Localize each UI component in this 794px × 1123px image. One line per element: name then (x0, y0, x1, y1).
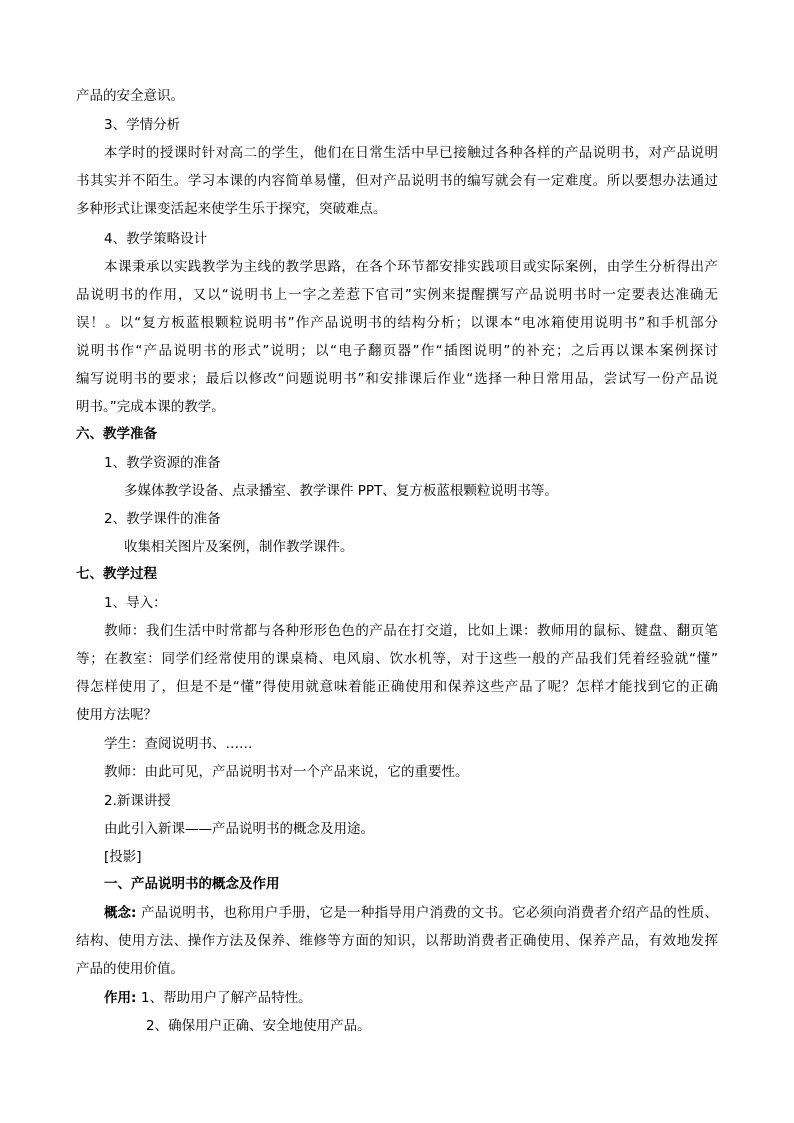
section-heading: 一、产品说明书的概念及作用 (104, 876, 280, 892)
term-label: 作用: (104, 990, 137, 1006)
text-line: 收集相关图片及案例，制作教学课件。 (124, 539, 354, 555)
text-line: 书其实并不陌生。学习本课的内容简单易懂，但对产品说明书的编写就会有一定难度。所以要想办法通过 (76, 173, 718, 189)
text-line: 误！。以“复方板蓝根颗粒说明书”作产品说明书的结构分析；以课本“电冰箱使用说明书”和手机部分 (76, 315, 718, 331)
text-line: 本课秉承以实践教学为主线的教学思路，在各个环节都安排实践项目或实际案例，由学生分析得出产 (104, 259, 718, 275)
text-line: 等；在教室：同学们经常使用的课桌椅、电风扇、饮水机等，对于这些一般的产品我们凭着经验就“懂” (76, 651, 718, 667)
text-line: 结构、使用方法、操作方法及保养、维修等方面的知识，以帮助消费者正确使用、保养产品，有效地发挥 (76, 933, 718, 949)
subsection-heading: 4、教学策略设计 (104, 231, 208, 247)
text-line: 教师：由此可见，产品说明书对一个产品来说，它的重要性。 (104, 764, 469, 780)
text-line: 编写说明书的要求；最后以修改“问题说明书”和安排课后作业“选择一种日常用品，尝试写一份产品说 (76, 371, 718, 387)
text-line: 学生：查阅说明书、…… (104, 736, 253, 752)
text-line: 使用方法呢？ (76, 707, 157, 723)
text-line: 多媒体教学设备、点录播室、教学课件 PPT、复方板蓝根颗粒说明书等。 (124, 483, 558, 499)
text-line: 说明书作“产品说明书的形式”说明；以“电子翻页器”作“插图说明”的补充；之后再以课本案例探讨 (76, 343, 718, 359)
subsection-heading: 3、学情分析 (104, 117, 181, 133)
list-item: 1、帮助用户了解产品特性。 (141, 990, 312, 1006)
text-line: 明书。”完成本课的教学。 (76, 399, 225, 415)
subsection-heading: 1、教学资源的准备 (104, 455, 221, 471)
text-line: 由此引入新课——产品说明书的概念及用途。 (104, 821, 374, 837)
term-label: 概念: (104, 905, 137, 921)
text-line: 产品的使用价值。 (76, 961, 184, 977)
subsection-heading: 1、导入： (104, 595, 167, 611)
text-line: 品说明书的作用，又以“说明书上一字之差惹下官司”实例来提醒撰写产品说明书时一定要表达准确无 (76, 287, 718, 303)
subsection-heading: 2.新课讲授 (104, 793, 171, 809)
text-line: 教师：我们生活中时常都与各种形形色色的产品在打交道，比如上课：教师用的鼠标、键盘、翻页笔 (104, 623, 718, 639)
section-heading: 六、教学准备 (76, 426, 157, 442)
text-line: 得怎样使用了，但是不是“懂”得使用就意味着能正确使用和保养这些产品了呢？怎样才能找到它的正确 (76, 679, 718, 695)
text-line: 产品的安全意识。 (76, 88, 184, 104)
text-line: 多种形式让课变活起来使学生乐于探究，突破难点。 (76, 201, 387, 217)
text-line: 产品说明书，也称用户手册，它是一种指导用户消费的文书。它必须向消费者介绍产品的性质、 (141, 905, 718, 921)
list-item: 2、确保用户正确、安全地使用产品。 (146, 1018, 371, 1034)
section-heading: 七、教学过程 (76, 566, 157, 582)
text-line: 本学时的授课时针对高二的学生，他们在日常生活中早已接触过各种各样的产品说明书，对产品说明 (104, 145, 718, 161)
subsection-heading: 2、教学课件的准备 (104, 511, 221, 527)
text-line: [投影] (104, 849, 142, 865)
